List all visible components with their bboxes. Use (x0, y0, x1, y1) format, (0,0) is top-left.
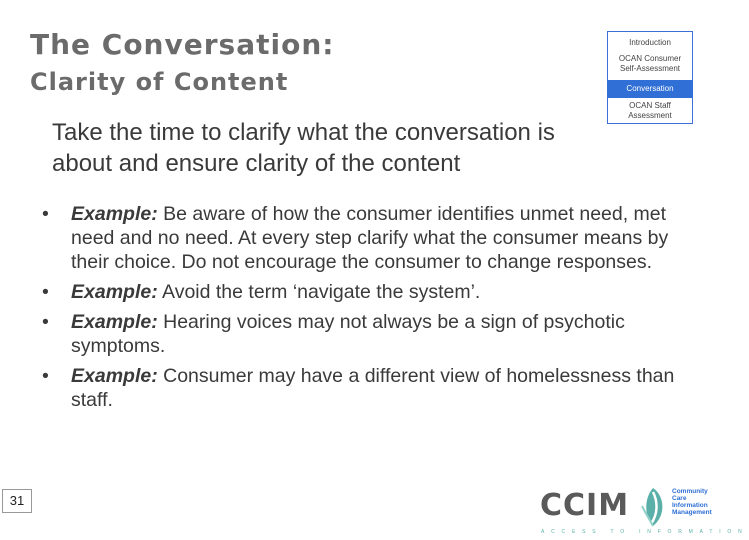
slide-title-line-2: Clarity of Content (30, 68, 289, 96)
example-list (42, 202, 682, 418)
example-text: Hearing voices may not always be a sign of psychotic symptoms. (71, 311, 625, 357)
nav-item-staff-assessment[interactable]: OCAN Staff Assessment (628, 101, 672, 120)
example-label: Example: (71, 365, 158, 387)
logo-text-line: Management (672, 509, 712, 516)
logo-text-line: Community (672, 488, 708, 495)
nav-item-conversation[interactable]: Conversation (607, 80, 693, 98)
slide-number: 31 (2, 489, 32, 513)
section-navigator (607, 31, 693, 124)
leaf-icon (636, 486, 670, 528)
example-label: Example: (71, 311, 158, 333)
bullet-marker: • (42, 365, 49, 387)
bullet-marker: • (42, 203, 49, 225)
ccim-logo (540, 486, 749, 536)
logo-text-line: Care (672, 495, 687, 502)
logo-text-line: Information (672, 502, 708, 509)
example-item (42, 280, 682, 304)
intro-statement: Take the time to clarify what the conversation is about and ensure clarity of the content (52, 119, 555, 177)
bullet-marker: • (42, 311, 49, 333)
example-label: Example: (71, 203, 158, 225)
logo-wordmark: CCIM (540, 488, 630, 523)
logo-organization-name (672, 488, 712, 516)
example-text: Consumer may have a different view of homelessness than staff. (71, 365, 675, 411)
example-text: Be aware of how the consumer identifies unmet need, met need and no need. At every step clarify what the consumer means by their choice. Do not encourage the consumer to change responses. (71, 203, 669, 273)
example-item (42, 202, 682, 274)
logo-tagline: ACCESS TO INFORMATION (541, 529, 749, 535)
example-text: Avoid the term ‘navigate the system’. (157, 281, 481, 303)
example-label: Example: (71, 281, 158, 303)
slide-title-line-1: The Conversation: (30, 28, 335, 61)
bullet-marker: • (42, 281, 49, 303)
nav-item-introduction[interactable]: Introduction (629, 38, 671, 47)
nav-item-consumer-self-assessment[interactable]: OCAN Consumer Self-Assessment (618, 54, 682, 73)
example-item (42, 364, 682, 412)
example-item (42, 310, 682, 358)
